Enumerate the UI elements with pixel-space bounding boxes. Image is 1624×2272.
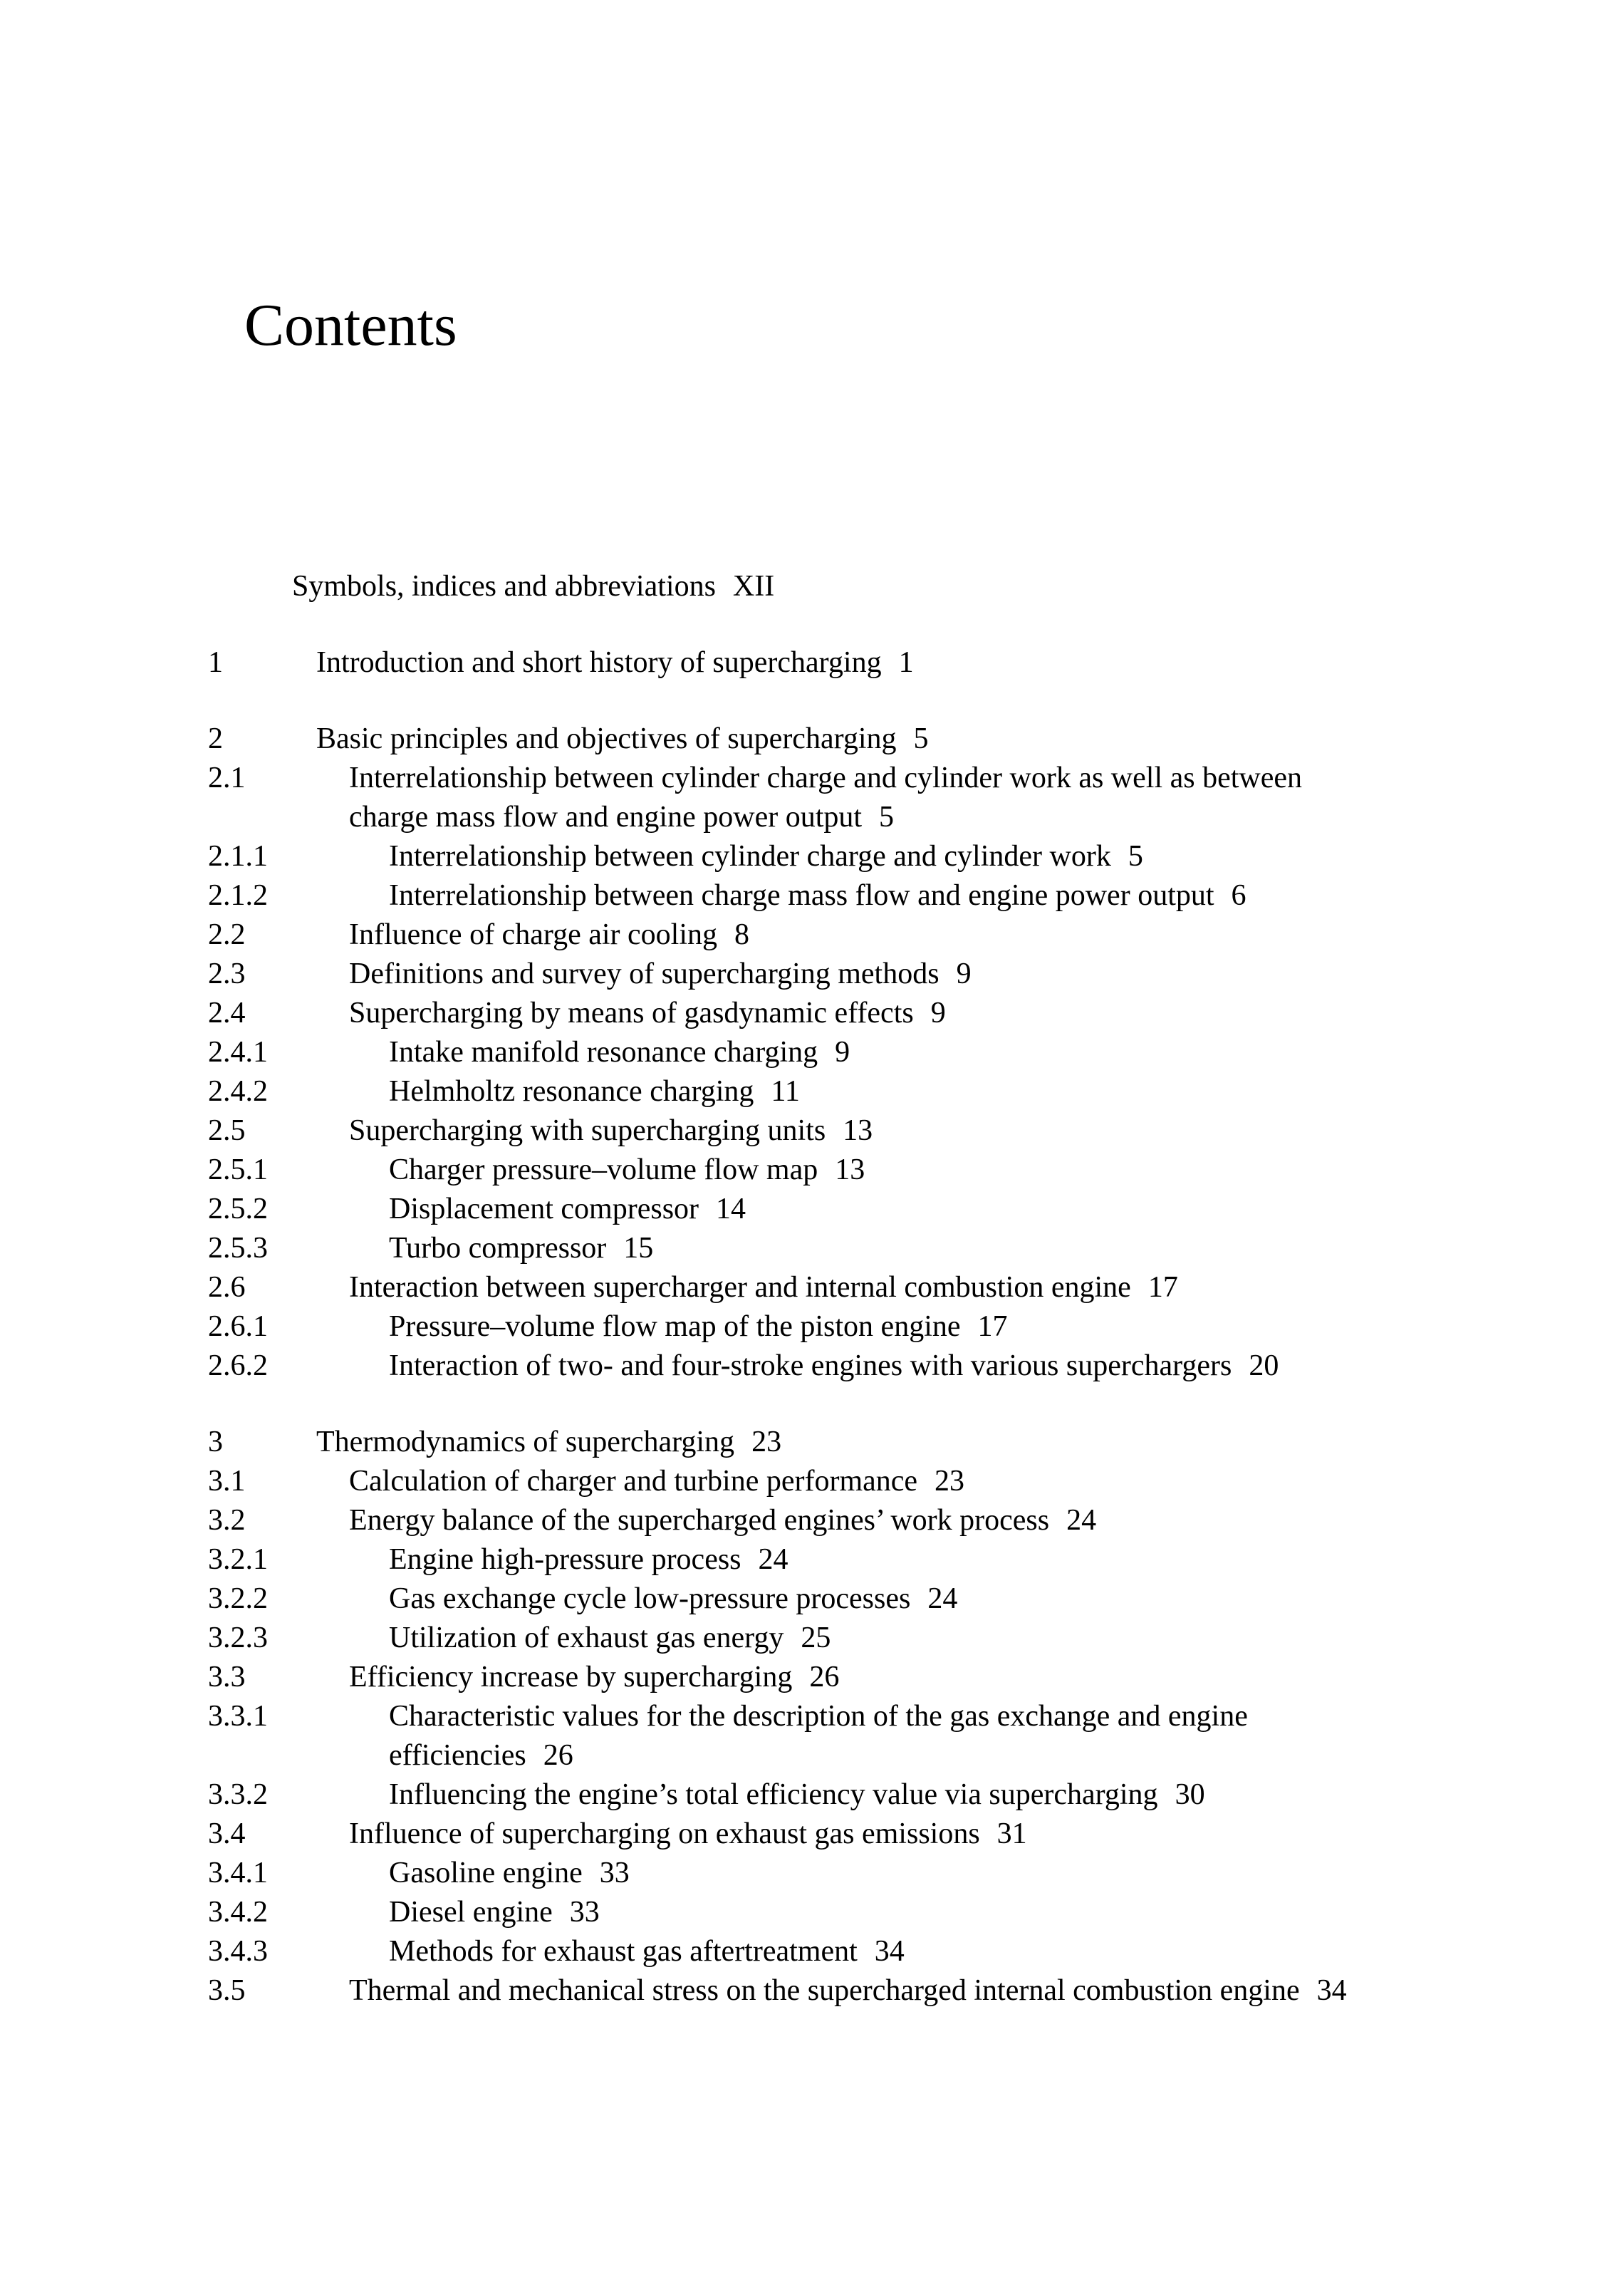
toc-entry-page: 14 [716, 1193, 746, 1225]
toc-entry-text: Interaction between supercharger and internal combustion engine [349, 1271, 1131, 1304]
toc-entry-title [389, 1033, 1419, 1072]
toc-entry-number: 2.1 [208, 762, 246, 794]
toc-entry-line [389, 876, 1419, 915]
toc-gap [208, 606, 1419, 643]
toc-entry-number: 2.3 [208, 958, 246, 990]
toc-entry-number: 2.4.1 [208, 1036, 268, 1069]
toc-entry-text: Influence of supercharging on exhaust gas emissions [349, 1817, 980, 1850]
toc-entry-title [389, 1347, 1419, 1386]
toc-entry-page: 11 [771, 1075, 800, 1108]
toc-entry-title [389, 837, 1419, 876]
toc-gap [208, 683, 1419, 720]
toc-gap [208, 1386, 1419, 1423]
toc-entry-text: Charger pressure–volume flow map [389, 1153, 818, 1186]
toc-entry-text: Diesel engine [389, 1896, 553, 1929]
toc-entry-page: 34 [874, 1935, 905, 1968]
toc-entry [208, 1775, 1419, 1815]
toc-entry-title [389, 1307, 1419, 1347]
toc-entry-line [349, 994, 1419, 1033]
toc-entry-title [316, 720, 1419, 759]
toc-entry-page: 5 [913, 722, 929, 755]
toc-entry-page: 33 [599, 1857, 630, 1889]
toc-entry-page: 30 [1175, 1778, 1205, 1811]
toc-entry-page: 9 [956, 958, 972, 990]
toc-entry-text: Influencing the engine’s total efficiency value via supercharging [389, 1778, 1158, 1811]
toc-entry-title [349, 759, 1419, 837]
toc-entry-line [389, 1775, 1419, 1815]
toc-entry-number: 2.5.3 [208, 1232, 268, 1265]
toc-entry-number: 2.6.2 [208, 1349, 268, 1382]
toc-entry-title [316, 1423, 1419, 1462]
toc-entry-number: 2.1.2 [208, 879, 268, 912]
toc-entry-text: Efficiency increase by supercharging [349, 1661, 793, 1693]
toc-entry [208, 1229, 1419, 1268]
toc-entry-number: 2 [208, 722, 223, 755]
toc-entry-number: 1 [208, 646, 223, 679]
toc-entry-page: 13 [843, 1114, 873, 1147]
toc-entry [208, 994, 1419, 1033]
toc-entry [208, 915, 1419, 955]
toc-entry-text: Gas exchange cycle low-pressure processes [389, 1582, 911, 1615]
toc-entry-number: 3.4.1 [208, 1857, 268, 1889]
toc-entry-text: Turbo compressor [389, 1232, 607, 1265]
toc-entry-text: Supercharging with supercharging units [349, 1114, 826, 1147]
toc-entry-line [389, 837, 1419, 876]
toc-entry-number: 2.2 [208, 918, 246, 951]
toc-entry-title [389, 1775, 1419, 1815]
toc-entry-text: Interrelationship between cylinder charge and cylinder work as well as between [349, 762, 1303, 794]
toc-entry [208, 1540, 1419, 1579]
toc-entry-text: Pressure–volume flow map of the piston engine [389, 1310, 961, 1343]
toc-entry-text: Introduction and short history of supercharging [316, 646, 882, 679]
toc-entry [208, 643, 1419, 683]
toc-entry-text: Influence of charge air cooling [349, 918, 717, 951]
toc-entry-number: 2.5.2 [208, 1193, 268, 1225]
toc-entry-text: Definitions and survey of supercharging methods [349, 958, 939, 990]
toc-entry-line [389, 1893, 1419, 1932]
toc-entry-number: 3.1 [208, 1465, 246, 1498]
toc-entry-title [349, 1971, 1419, 2011]
toc-entry-number: 3.4.3 [208, 1935, 268, 1968]
toc-entry-number: 3.2.1 [208, 1543, 268, 1576]
toc-entry-number: 3.2 [208, 1504, 246, 1537]
toc-entry-title [292, 567, 1419, 606]
toc-entry-title [349, 1268, 1419, 1307]
toc-entry-line [389, 1072, 1419, 1111]
toc-entry [208, 1072, 1419, 1111]
toc-entry-title [349, 915, 1419, 955]
toc-entry-text: Engine high-pressure process [389, 1543, 741, 1576]
toc-entry-line [389, 1619, 1419, 1658]
toc-entry-line [389, 1190, 1419, 1229]
toc-entry-page: 17 [977, 1310, 1008, 1343]
toc-entry [208, 1932, 1419, 1971]
toc-entry-line [389, 1347, 1419, 1386]
toc-entry-line [349, 1971, 1419, 2011]
toc-entry-line [316, 720, 1419, 759]
toc-entry-number: 3.4 [208, 1817, 246, 1850]
toc-entry-title [389, 1579, 1419, 1619]
toc-entry-number: 3.4.2 [208, 1896, 268, 1929]
toc-entry-number: 3.3 [208, 1661, 246, 1693]
toc-entry-text: Thermal and mechanical stress on the supercharged internal combustion engine [349, 1974, 1300, 2007]
toc-entry-line [349, 1501, 1419, 1540]
toc-entry [208, 1307, 1419, 1347]
toc-entry-number: 2.5.1 [208, 1153, 268, 1186]
toc-entry-line [349, 915, 1419, 955]
toc-entry [208, 955, 1419, 994]
toc-entry-page: 20 [1249, 1349, 1279, 1382]
toc-entry-page: 8 [734, 918, 749, 951]
toc-entry-line [389, 1307, 1419, 1347]
toc-entry-line [292, 567, 1419, 606]
toc-entry [208, 1854, 1419, 1893]
toc-entry-line [389, 1736, 1419, 1775]
toc-entry-page: 26 [543, 1739, 573, 1772]
toc-entry-page: 23 [751, 1426, 782, 1458]
toc-entry-number: 3.3.2 [208, 1778, 268, 1811]
toc-entry [208, 1423, 1419, 1462]
toc-entry-title [389, 1932, 1419, 1971]
toc-entry-page: 24 [758, 1543, 788, 1576]
toc-entry [208, 1347, 1419, 1386]
toc-entry-text: Basic principles and objectives of supercharging [316, 722, 897, 755]
toc-entry-page: XII [732, 570, 775, 603]
toc-entry-page: 24 [1066, 1504, 1097, 1537]
toc-entry-title [389, 876, 1419, 915]
toc-entry [208, 837, 1419, 876]
toc-entry [208, 567, 1419, 606]
toc-entry-line [316, 1423, 1419, 1462]
toc-entry-text: Characteristic values for the description of the gas exchange and engine [389, 1700, 1248, 1733]
toc-entry-line [349, 1462, 1419, 1501]
toc-list [208, 567, 1419, 2011]
toc-entry-title [349, 994, 1419, 1033]
toc-entry-line [349, 1268, 1419, 1307]
toc-entry-title [389, 1854, 1419, 1893]
toc-entry [208, 1619, 1419, 1658]
toc-entry-line [349, 798, 1419, 837]
toc-entry-number: 3.2.3 [208, 1622, 268, 1654]
toc-entry-page: 17 [1147, 1271, 1178, 1304]
toc-entry-line [389, 1033, 1419, 1072]
toc-entry-line [349, 1658, 1419, 1697]
toc-entry-title [349, 1462, 1419, 1501]
toc-entry [208, 1268, 1419, 1307]
toc-entry-number: 2.1.1 [208, 840, 268, 873]
toc-entry-number: 2.4 [208, 997, 246, 1029]
toc-entry-page: 1 [898, 646, 914, 679]
toc-entry-page: 23 [935, 1465, 965, 1498]
toc-entry-title [389, 1619, 1419, 1658]
toc-entry-text: Interrelationship between cylinder charge and cylinder work [389, 840, 1111, 873]
toc-entry-title [389, 1893, 1419, 1932]
toc-entry-title [349, 1501, 1419, 1540]
toc-entry [208, 1033, 1419, 1072]
toc-entry-line [389, 1854, 1419, 1893]
toc-entry-title [389, 1229, 1419, 1268]
toc-entry-number: 3.5 [208, 1974, 246, 2007]
toc-entry-number: 2.6.1 [208, 1310, 268, 1343]
toc-entry-page: 13 [835, 1153, 865, 1186]
toc-entry [208, 720, 1419, 759]
toc-entry [208, 1971, 1419, 2011]
toc-entry-title [316, 643, 1419, 683]
toc-entry-number: 2.6 [208, 1271, 246, 1304]
toc-entry-text: Symbols, indices and abbreviations [292, 570, 716, 603]
toc-entry [208, 1151, 1419, 1190]
toc-entry-number: 2.5 [208, 1114, 246, 1147]
toc-entry-page: 31 [996, 1817, 1027, 1850]
toc-entry [208, 1579, 1419, 1619]
toc-entry-text: efficiencies [389, 1739, 526, 1772]
toc-entry-number: 2.4.2 [208, 1075, 268, 1108]
toc-entry-text: Helmholtz resonance charging [389, 1075, 754, 1108]
toc-entry-text: Energy balance of the supercharged engines’ work process [349, 1504, 1050, 1537]
toc-entry-text: charge mass flow and engine power output [349, 801, 863, 834]
toc-entry-title [389, 1540, 1419, 1579]
toc-entry-line [389, 1540, 1419, 1579]
toc-entry [208, 1658, 1419, 1697]
toc-entry-line [389, 1229, 1419, 1268]
toc-entry-line [349, 1111, 1419, 1151]
toc-entry-title [349, 1111, 1419, 1151]
toc-entry-title [349, 1658, 1419, 1697]
toc-entry-number: 3.3.1 [208, 1700, 268, 1733]
toc-entry-line [349, 759, 1419, 798]
toc-entry-text: Utilization of exhaust gas energy [389, 1622, 784, 1654]
toc-entry-page: 9 [835, 1036, 850, 1069]
toc-entry-number: 3 [208, 1426, 223, 1458]
toc-entry-line [389, 1151, 1419, 1190]
toc-entry-title [349, 955, 1419, 994]
toc-entry-title [389, 1190, 1419, 1229]
toc-entry [208, 1697, 1419, 1775]
toc-entry [208, 1462, 1419, 1501]
toc-entry-text: Supercharging by means of gasdynamic effects [349, 997, 914, 1029]
toc-entry-page: 25 [801, 1622, 831, 1654]
toc-entry-line [389, 1697, 1419, 1736]
toc-entry-text: Thermodynamics of supercharging [316, 1426, 735, 1458]
toc-entry-text: Intake manifold resonance charging [389, 1036, 818, 1069]
toc-entry-text: Interrelationship between charge mass flow and engine power output [389, 879, 1214, 912]
toc-entry-line [349, 1815, 1419, 1854]
toc-entry-number: 3.2.2 [208, 1582, 268, 1615]
toc-entry [208, 1501, 1419, 1540]
toc-entry-text: Displacement compressor [389, 1193, 699, 1225]
toc-entry-line [389, 1932, 1419, 1971]
toc-entry-title [389, 1151, 1419, 1190]
toc-entry-page: 5 [1128, 840, 1143, 873]
toc-entry-title [349, 1815, 1419, 1854]
toc-entry-page: 33 [569, 1896, 600, 1929]
toc-entry [208, 876, 1419, 915]
toc-entry [208, 1815, 1419, 1854]
toc-entry-line [316, 643, 1419, 683]
toc-entry-title [389, 1072, 1419, 1111]
toc-entry-line [389, 1579, 1419, 1619]
toc-entry-page: 9 [930, 997, 946, 1029]
toc-entry-page: 26 [809, 1661, 840, 1693]
toc-entry-text: Gasoline engine [389, 1857, 583, 1889]
toc-entry [208, 1111, 1419, 1151]
toc-entry-title [389, 1697, 1419, 1775]
toc-entry-text: Interaction of two- and four-stroke engines with various superchargers [389, 1349, 1232, 1382]
toc-entry-page: 24 [927, 1582, 958, 1615]
toc-entry-page: 5 [879, 801, 895, 834]
toc-entry [208, 1190, 1419, 1229]
toc-entry [208, 1893, 1419, 1932]
toc-entry-line [349, 955, 1419, 994]
page-title: Contents [244, 292, 457, 358]
toc-entry-page: 15 [623, 1232, 654, 1265]
toc-entry-text: Calculation of charger and turbine performance [349, 1465, 918, 1498]
toc-entry [208, 759, 1419, 837]
toc-entry-page: 34 [1316, 1974, 1347, 2007]
toc-entry-page: 6 [1231, 879, 1246, 912]
toc-entry-text: Methods for exhaust gas aftertreatment [389, 1935, 858, 1968]
